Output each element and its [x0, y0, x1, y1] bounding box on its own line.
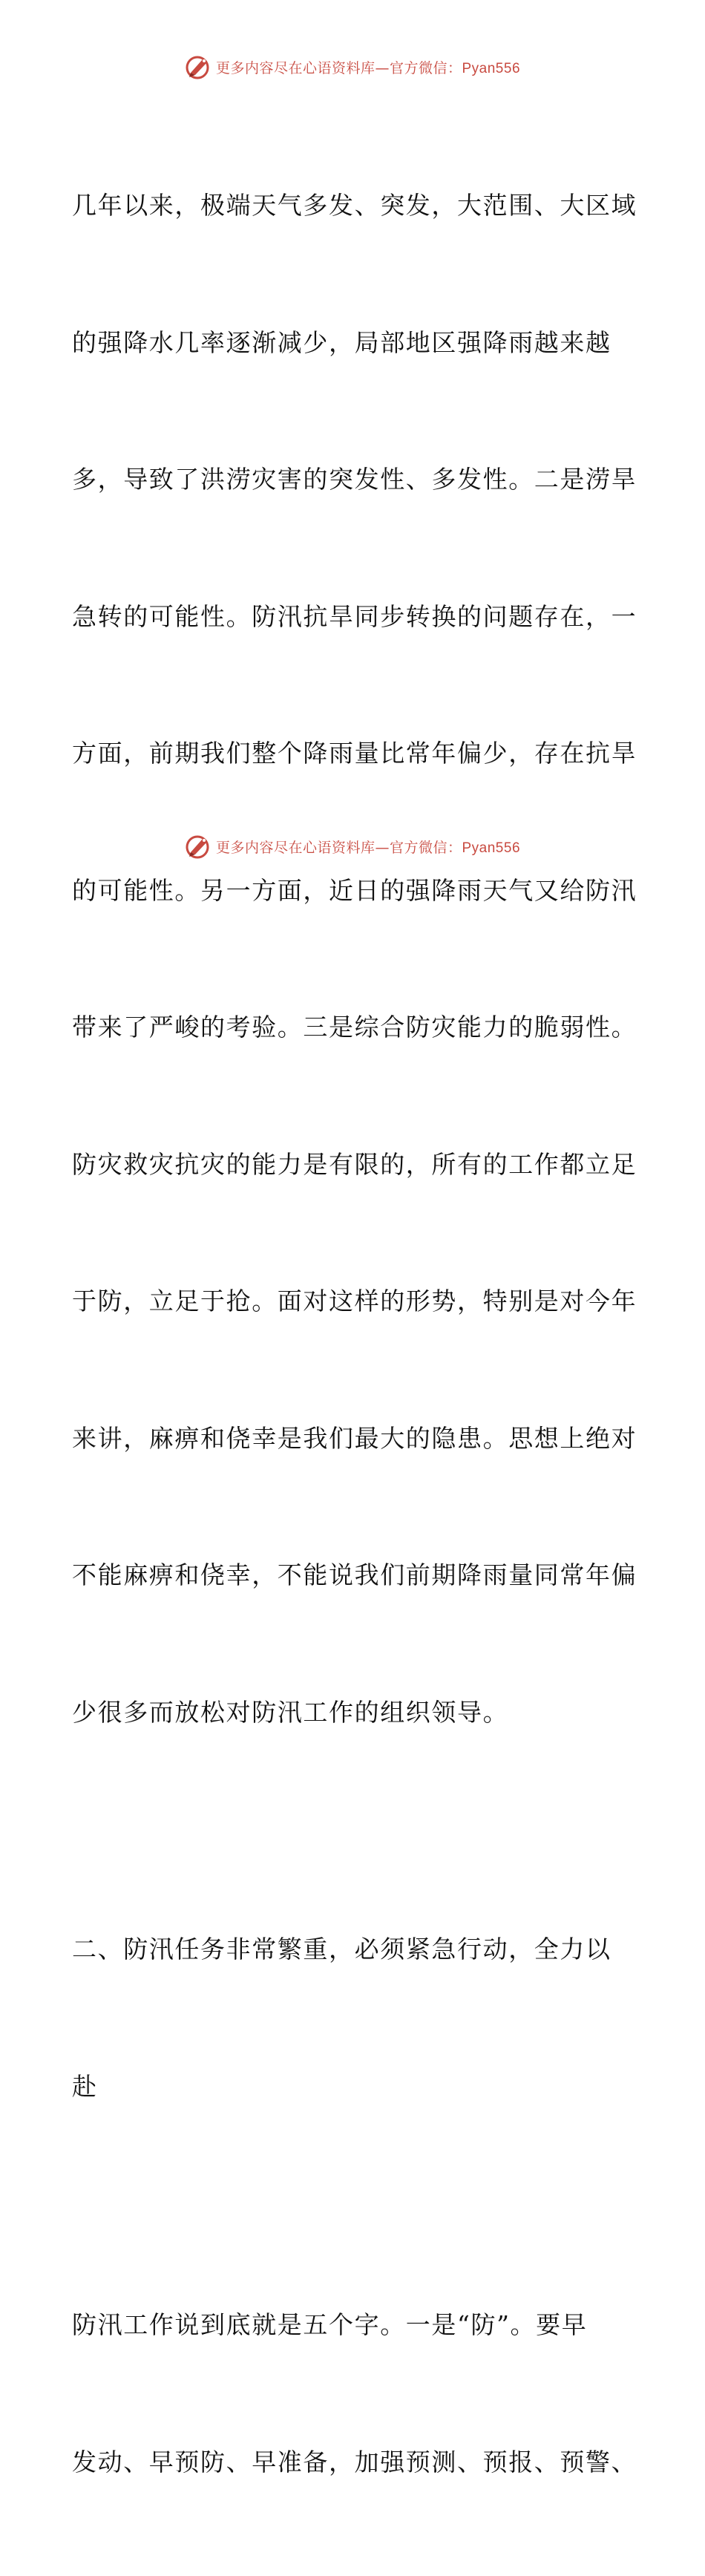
text-line: 发动、早预防、早准备，加强预测、预报、预警、: [72, 2447, 637, 2477]
text-line: 防汛工作说到底就是五个字。一是“防”。要早: [72, 2310, 588, 2339]
document-body: [72, 91, 636, 2576]
header-wechat-label: 官方微信：: [389, 59, 462, 76]
header-banner-text: [216, 57, 520, 77]
footer-banner-text: [216, 837, 520, 857]
paragraph-2: [72, 2211, 636, 2576]
pen-logo-icon: [185, 53, 212, 80]
header-banner-title: 更多内容尽在心语资料库: [215, 59, 376, 76]
text-line: 多，导致了洪涝灾害的突发性、多发性。二是涝旱: [72, 465, 637, 494]
text-line: 急转的可能性。防汛抗旱同步转换的问题存在，一: [72, 601, 637, 631]
text-line: 带来了严峻的考验。三是综合防灾能力的脆弱性。: [72, 1013, 637, 1042]
text-line: 的强降水几率逐渐减少，局部地区强降雨越来越: [72, 327, 611, 357]
header-banner-content: [185, 53, 520, 80]
footer-banner: [0, 831, 705, 861]
text-line: 方面，前期我们整个降雨量比常年偏少，存在抗旱: [72, 739, 637, 768]
footer-banner-title: 更多内容尽在心语资料库: [215, 839, 376, 856]
paragraph-1: [72, 91, 636, 1826]
text-line: 不能麻痹和侥幸，不能说我们前期降雨量同常年偏: [72, 1560, 637, 1589]
text-line: 的可能性。另一方面，近日的强降雨天气又给防汛: [72, 875, 637, 905]
footer-wechat-label: 官方微信：: [389, 839, 462, 856]
header-banner-separator: —: [375, 59, 390, 76]
header-wechat-id: Pyan556: [462, 60, 521, 76]
pen-logo-icon: [185, 833, 212, 860]
text-line: 少很多而放松对防汛工作的组织领导。: [72, 1697, 509, 1727]
text-line: 防灾救灾抗灾的能力是有限的，所有的工作都立足: [72, 1149, 637, 1179]
footer-banner-separator: —: [375, 839, 390, 856]
footer-wechat-id: Pyan556: [462, 840, 521, 856]
text-line: 来讲，麻痹和侥幸是我们最大的隐患。思想上绝对: [72, 1423, 637, 1453]
header-banner: [0, 52, 705, 82]
footer-banner-content: [185, 833, 520, 860]
heading-line: 二、防汛任务非常繁重，必须紧急行动，全力以: [72, 1935, 611, 1964]
section-heading: [72, 1835, 636, 2200]
heading-line: 赴: [72, 2071, 98, 2101]
text-line: 于防，立足于抢。面对这样的形势，特别是对今年: [72, 1287, 637, 1315]
text-line: 几年以来，极端天气多发、突发，大范围、大区域: [72, 191, 637, 220]
